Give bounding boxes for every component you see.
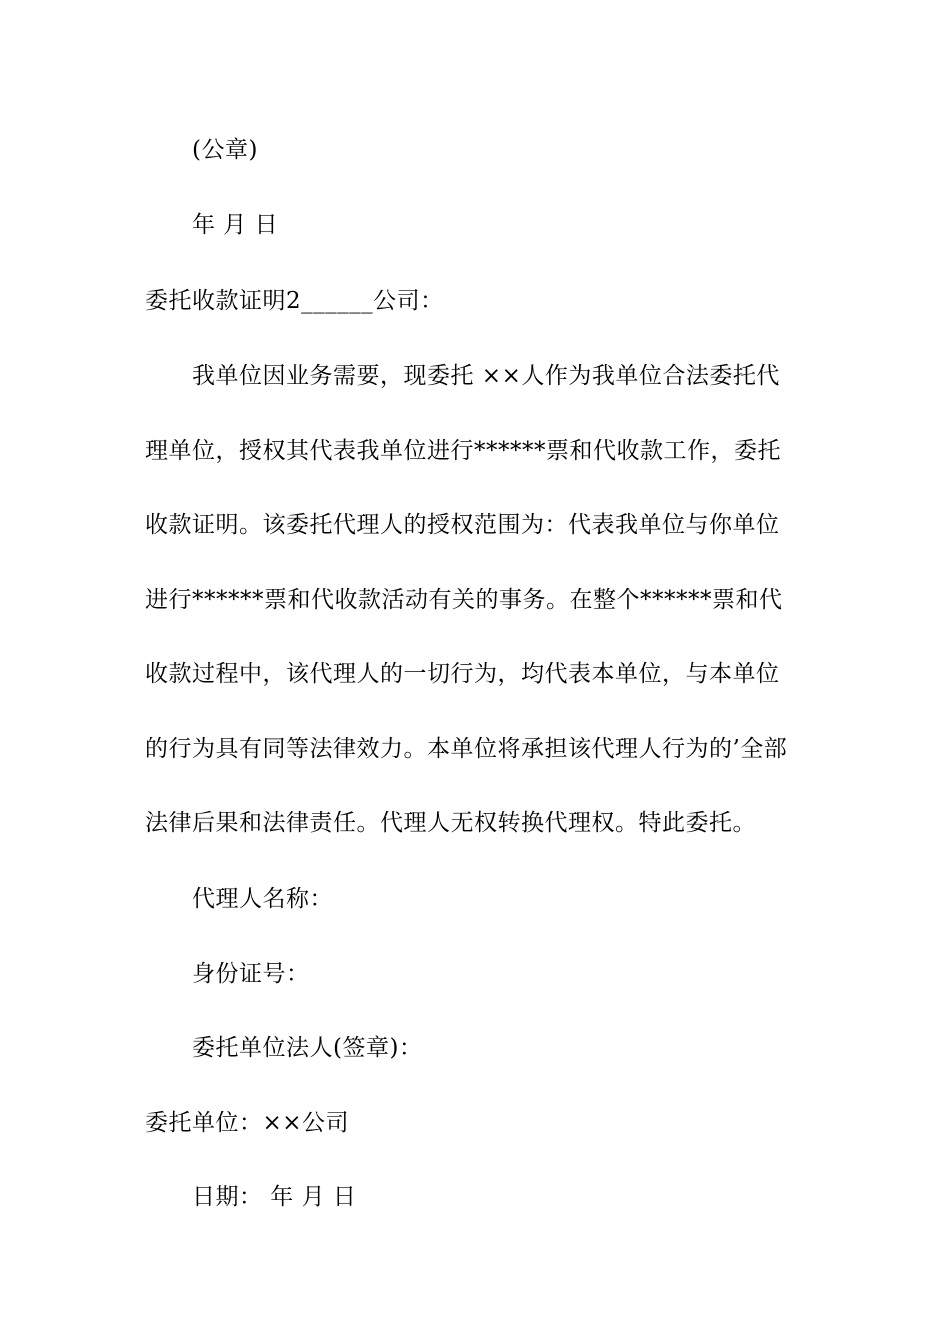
id-number-label: 身份证号： bbox=[192, 961, 310, 987]
seal-line: (公章) bbox=[192, 137, 258, 163]
body-line: 进行******票和代收款活动有关的事务。在整个******票和代 bbox=[145, 586, 783, 613]
body-line: 法律后果和法律责任。代理人无权转换代理权。特此委托。 bbox=[145, 810, 756, 836]
date-line-bottom: 日期： 年 月 日 bbox=[192, 1184, 357, 1210]
body-line: 收款证明。该委托代理人的授权范围为：代表我单位与你单位 bbox=[145, 512, 780, 538]
body-paragraph bbox=[145, 360, 810, 882]
entrusting-unit-line: 委托单位：××公司 bbox=[145, 1110, 350, 1136]
date-line-top: 年 月 日 bbox=[192, 212, 279, 238]
body-line: 理单位，授权其代表我单位进行******票和代收款工作，委托 bbox=[145, 437, 781, 464]
document-heading: 委托收款证明2______公司： bbox=[145, 288, 444, 314]
body-line: 我单位因业务需要，现委托 ××人作为我单位合法委托代 bbox=[192, 363, 780, 389]
body-line: 收款过程中，该代理人的一切行为，均代表本单位，与本单位 bbox=[145, 661, 780, 687]
agent-name-label: 代理人名称： bbox=[192, 886, 333, 912]
legal-rep-signature-label: 委托单位法人(签章)： bbox=[192, 1035, 423, 1061]
body-line: 的行为具有同等法律效力。本单位将承担该代理人行为的’全部 bbox=[145, 735, 788, 762]
